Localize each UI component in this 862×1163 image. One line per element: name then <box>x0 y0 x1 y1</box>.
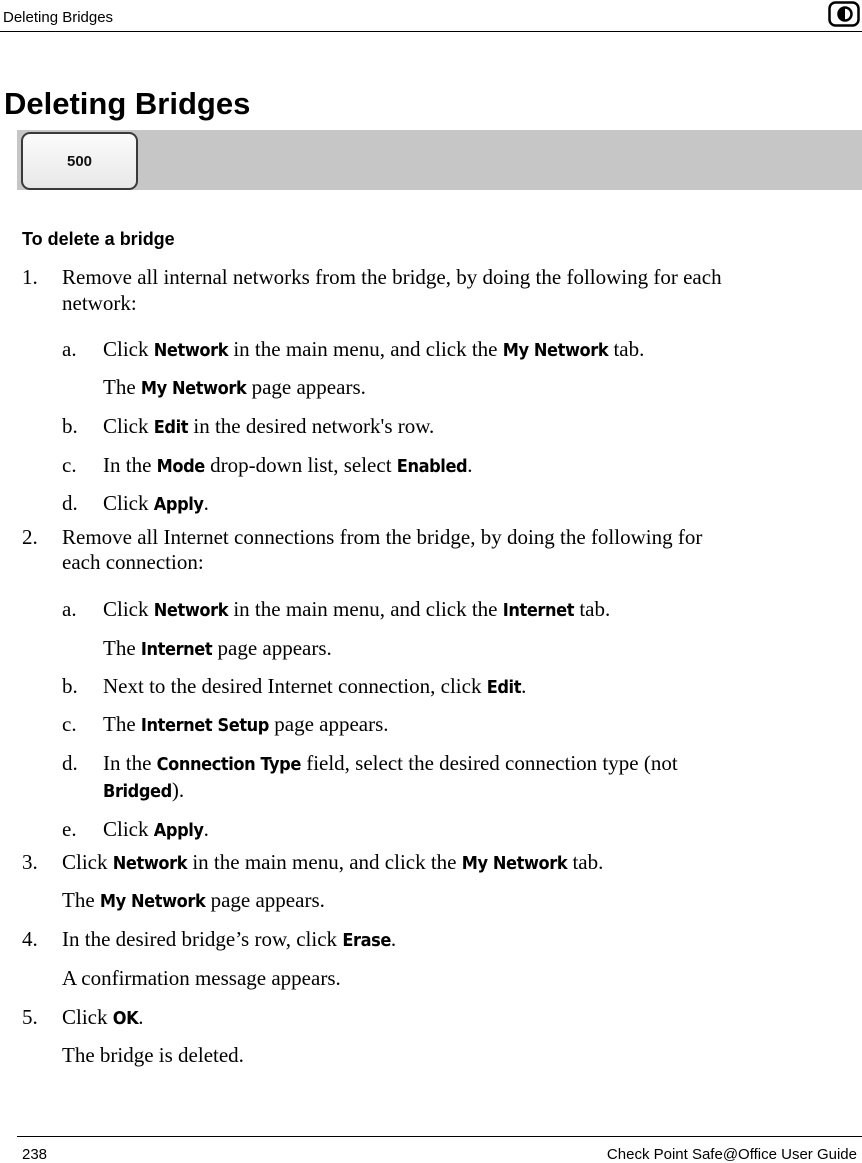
result-text: The My Network page appears. <box>62 888 325 912</box>
step-text: Click Network in the main menu, and click the My Network tab. <box>62 850 604 874</box>
eye-icon <box>828 1 860 27</box>
substep-text: In the Mode drop-down list, select Enabled. <box>103 453 473 477</box>
page-title: Deleting Bridges <box>4 86 251 121</box>
model-badge: 500 <box>21 132 138 190</box>
result-text: The My Network page appears. <box>103 375 366 399</box>
substep-letter: c. <box>62 712 77 736</box>
step-number: 2. <box>22 525 38 549</box>
step-text: each connection: <box>62 550 204 574</box>
substep-letter: b. <box>62 674 78 698</box>
page-header <box>0 0 862 32</box>
step-text: Remove all internal networks from the bridge, by doing the following for each <box>62 265 722 289</box>
substep-letter: a. <box>62 597 77 621</box>
result-text: The bridge is deleted. <box>62 1043 244 1067</box>
result-text: A confirmation message appears. <box>62 966 341 990</box>
step-number: 5. <box>22 1005 38 1029</box>
step-number: 1. <box>22 265 38 289</box>
substep-text: Click Network in the main menu, and click the My Network tab. <box>103 337 645 361</box>
substep-text: Click Edit in the desired network's row. <box>103 414 435 438</box>
step-text: Remove all Internet connections from the bridge, by doing the following for <box>62 525 703 549</box>
substep-letter: d. <box>62 751 78 775</box>
step-text: Click OK. <box>62 1005 144 1029</box>
step-number: 4. <box>22 927 38 951</box>
substep-letter: e. <box>62 817 77 841</box>
substep-text: In the Connection Type field, select the desired connection type (not <box>103 751 678 775</box>
substep-text: Click Apply. <box>103 817 209 841</box>
substep-letter: b. <box>62 414 78 438</box>
step-number: 3. <box>22 850 38 874</box>
guide-title: Check Point Safe@Office User Guide <box>606 1146 857 1163</box>
step-text: In the desired bridge’s row, click Erase. <box>62 927 397 951</box>
substep-text: Bridged). <box>103 778 185 802</box>
substep-text: Click Network in the main menu, and click the Internet tab. <box>103 597 611 621</box>
substep-letter: a. <box>62 337 77 361</box>
page-number: 238 <box>22 1146 48 1163</box>
header-title: Deleting Bridges <box>3 9 114 26</box>
substep-text: The Internet Setup page appears. <box>103 712 389 736</box>
substep-letter: c. <box>62 453 77 477</box>
footer-divider <box>17 1136 862 1137</box>
step-text: network: <box>62 291 137 315</box>
result-text: The Internet page appears. <box>103 636 332 660</box>
substep-letter: d. <box>62 491 78 515</box>
procedure-title: To delete a bridge <box>22 229 175 249</box>
substep-text: Next to the desired Internet connection, click Edit. <box>103 674 527 698</box>
model-bar <box>17 130 862 190</box>
substep-text: Click Apply. <box>103 491 209 515</box>
